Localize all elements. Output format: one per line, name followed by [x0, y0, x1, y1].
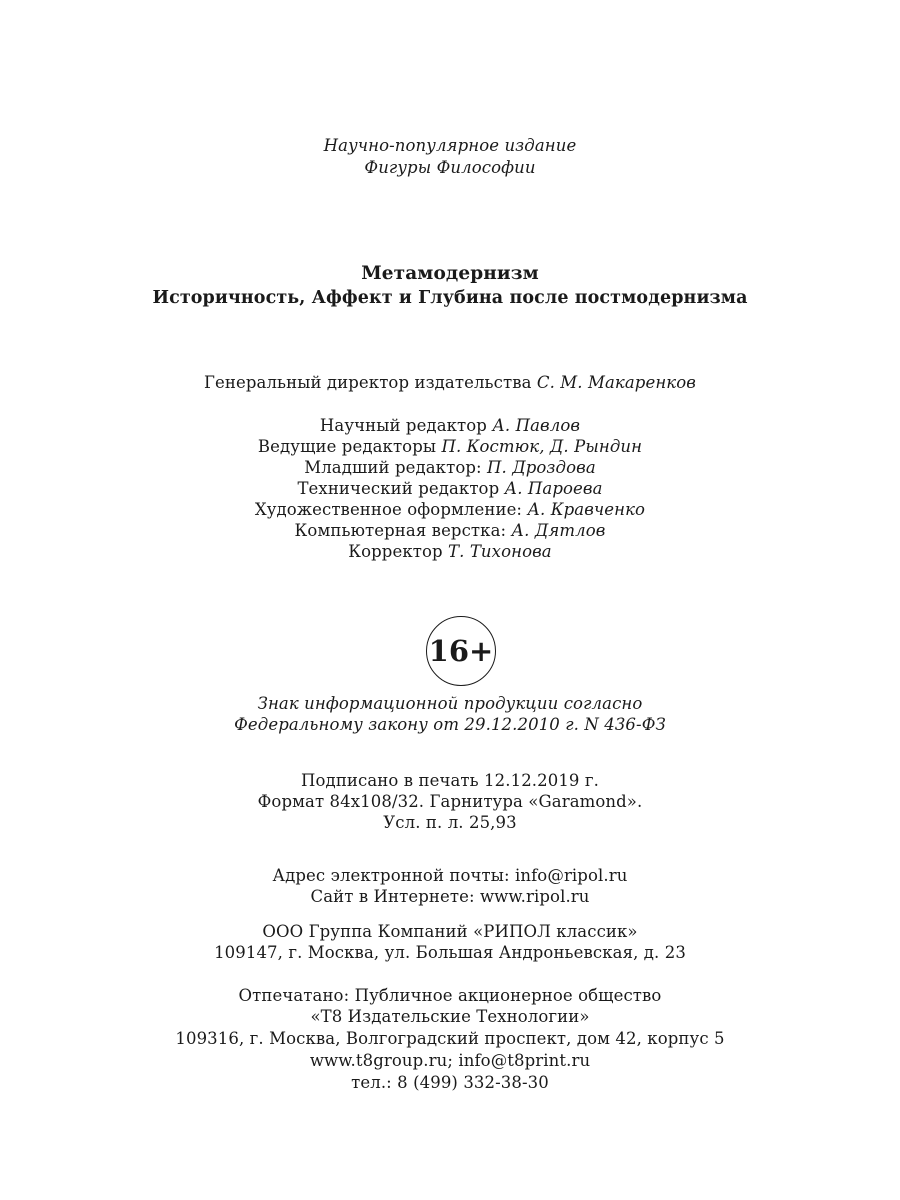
credit-line [0, 521, 900, 541]
printer-line: «Т8 Издательские Технологии» [310, 1007, 590, 1026]
credit-role: Корректор [348, 542, 443, 561]
printer-web: www.t8group.ru; info@t8print.ru [309, 1051, 591, 1070]
credit-line [0, 479, 900, 499]
credit-name: П. Дроздова [487, 458, 596, 477]
credit-role: Младший редактор: [304, 458, 482, 477]
printer-address: 109316, г. Москва, Волгоградский проспект, дом 42, корпус 5 [175, 1029, 725, 1048]
age-rating-note: Знак информационной продукции согласно [257, 694, 643, 713]
credit-role: Технический редактор [297, 479, 500, 498]
credit-name: Т. Тихонова [448, 542, 552, 561]
age-rating-note: Федеральному закону от 29.12.2010 г. N 436-ФЗ [234, 715, 666, 734]
credit-role: Компьютерная верстка: [294, 521, 507, 540]
credit-name: А. Кравченко [527, 500, 646, 519]
credit-name: А. Дятлов [511, 521, 606, 540]
credit-role: Ведущие редакторы [257, 437, 437, 456]
credit-line [0, 437, 900, 457]
publisher-address: 109147, г. Москва, ул. Большая Андроньевская, д. 23 [214, 943, 686, 962]
director-name: С. М. Макаренков [536, 373, 696, 392]
printer-phone: тел.: 8 (499) 332-38-30 [351, 1073, 549, 1092]
book-subtitle: Историчность, Аффект и Глубина после постмодернизма [152, 288, 748, 308]
credit-name: А. Пароева [504, 479, 603, 498]
print-sheets: Усл. п. л. 25,93 [383, 813, 517, 832]
contact-website: Сайт в Интернете: www.ripol.ru [310, 887, 590, 906]
credit-line [0, 458, 900, 478]
director-role: Генеральный директор издательства [204, 373, 532, 392]
edition-type: Научно-популярное издание [323, 136, 577, 155]
publisher-name: ООО Группа Компаний «РИПОЛ классик» [262, 922, 638, 941]
credit-line [0, 542, 900, 562]
credit-name: П. Костюк, Д. Рындин [441, 437, 643, 456]
book-title: Метамодернизм [361, 263, 539, 284]
printer-line: Отпечатано: Публичное акционерное общество [238, 986, 662, 1005]
credit-line [0, 416, 900, 436]
director-line [0, 373, 900, 393]
age-rating-badge: 16+ [426, 616, 496, 686]
credit-name: А. Павлов [492, 416, 581, 435]
contact-email: Адрес электронной почты: info@ripol.ru [272, 866, 628, 885]
series-name: Фигуры Философии [364, 158, 536, 177]
credit-line [0, 500, 900, 520]
print-signed: Подписано в печать 12.12.2019 г. [301, 771, 599, 790]
print-format: Формат 84x108/32. Гарнитура «Garamond». [257, 792, 643, 811]
credit-role: Научный редактор [319, 416, 487, 435]
credit-role: Художественное оформление: [254, 500, 523, 519]
